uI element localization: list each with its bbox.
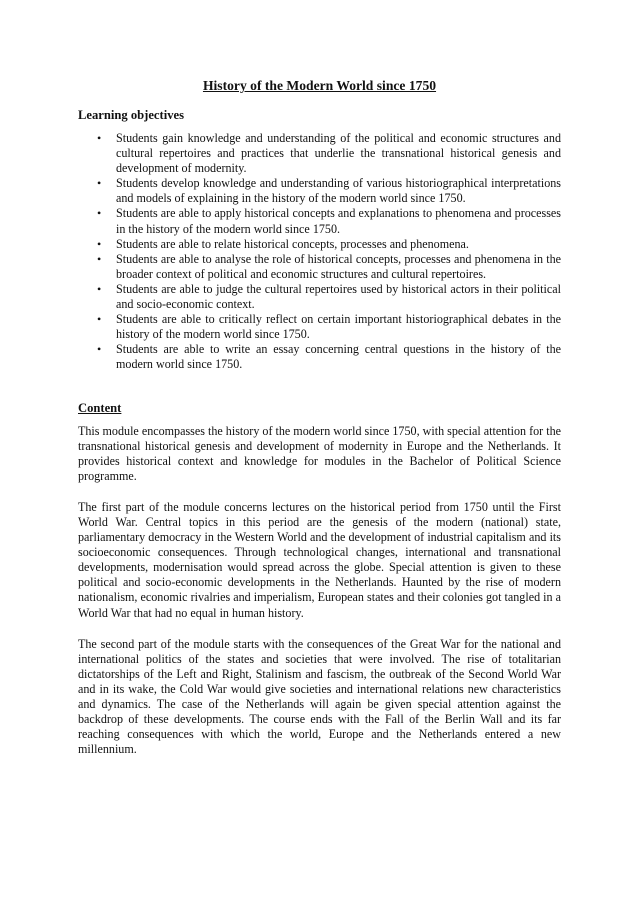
content-paragraph-first-part: The first part of the module concerns lectures on the historical period from 1750 until the First World War. Central topics in this period are the genesis of the modern (national) state, parliamentary democracy in the Western World and the development of industrial capitalism and its socioeconomic consequences. Through technological changes, international and transnational developments, modernisation would spread across the globe. Special attention is given to these political and socio-economic developments in the Netherlands. Haunted by the rise of modern nationalism, economic rivalries and imperialism, European states and their colonies got tangled in a World War that had no equal in human history. xyxy=(78,499,561,620)
bullet-icon: • xyxy=(97,236,102,251)
bullet-icon: • xyxy=(97,281,102,296)
list-item xyxy=(78,131,561,176)
bullet-icon: • xyxy=(97,251,102,266)
objective-text: Students are able to critically reflect on certain important historiographical debates in the history of the modern world since 1750. xyxy=(116,312,561,342)
objective-text: Students are able to relate historical concepts, processes and phenomena. xyxy=(116,236,469,251)
section-spacer xyxy=(78,373,561,401)
list-item xyxy=(78,282,561,312)
list-item xyxy=(78,342,561,372)
learning-objectives-heading: Learning objectives xyxy=(78,108,184,122)
document-page xyxy=(78,78,561,773)
content-heading: Content xyxy=(78,400,122,415)
objective-text: Students are able to analyse the role of historical concepts, processes and phenomena in the broader context of political and economic structures and cultural repertoires. xyxy=(116,251,561,281)
bullet-icon: • xyxy=(97,206,102,221)
list-item xyxy=(78,206,561,236)
bullet-icon: • xyxy=(97,312,102,327)
list-item xyxy=(78,312,561,342)
content-paragraph-second-part: The second part of the module starts with the consequences of the Great War for the national and international politics of the states and societies that were involved. The rise of totalitarian dictatorships of the Left and Right, Stalinism and fascism, the outbreak of the Second World War and in its wake, the Cold War would give societies and international relations new characteristics and dynamics. The case of the Netherlands will again be given special attention against the backdrop of these developments. The course ends with the Fall of the Berlin Wall and its far reaching consequences with which the world, Europe and the Netherlands entered a new millennium. xyxy=(78,636,561,757)
document-title: History of the Modern World since 1750 xyxy=(202,78,437,93)
objective-text: Students are able to apply historical concepts and explanations to phenomena and processes in the history of the modern world since 1750. xyxy=(116,206,561,236)
objective-text: Students are able to judge the cultural repertoires used by historical actors in their political and socio-economic context. xyxy=(116,281,561,312)
objectives-list xyxy=(78,131,561,373)
list-item xyxy=(78,237,561,252)
list-item xyxy=(78,252,561,282)
bullet-icon: • xyxy=(97,342,102,357)
bullet-icon: • xyxy=(97,131,102,145)
objective-text: Students are able to write an essay concerning central questions in the history of the modern world since 1750. xyxy=(116,342,561,372)
bullet-icon: • xyxy=(97,176,102,191)
content-paragraph-intro: This module encompasses the history of the modern world since 1750, with special attention for the transnational historical genesis and development of modernity in Europe and the Netherlands. It provides historical context and knowledge for modules in the Bachelor of Political Science programme. xyxy=(78,423,561,483)
objective-text: Students develop knowledge and understanding of various historiographical interpretations and models of explaining in the history of the modern world since 1750. xyxy=(116,176,561,206)
objective-text: Students gain knowledge and understanding of the political and economic structures and cultural repertoires and practices that underlie the transnational historical genesis and development of modernity. xyxy=(116,131,561,176)
list-item xyxy=(78,176,561,206)
